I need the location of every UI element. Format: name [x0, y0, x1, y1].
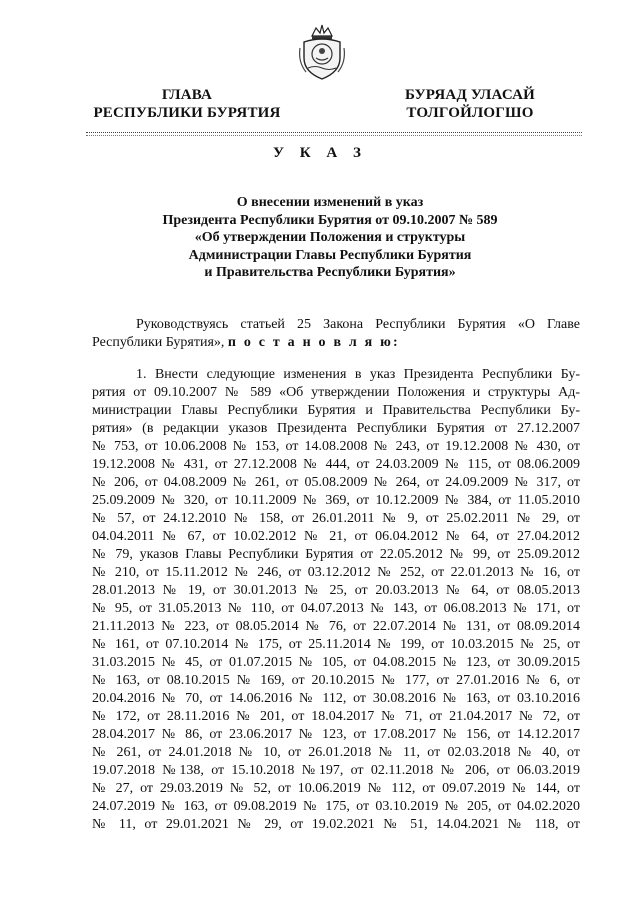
body-line: № 261, от 24.01.2018 № 10, от 26.01.2018 № 11, от 02.03.2018 № 40, от [92, 745, 580, 760]
title-line: Президента Республики Бурятия от 09.10.2007 № 589 [162, 212, 498, 228]
header-right-line1: БУРЯАД УЛАСАЙ [404, 87, 536, 103]
title-line: Администрации Главы Республики Бурятия [188, 247, 472, 263]
body-line: 25.09.2009 № 320, от 10.11.2009 № 369, от 10.12.2009 № 384, от 11.05.2010 [92, 493, 580, 508]
document-type-heading: У К А З [273, 145, 367, 161]
header-left-block [82, 86, 292, 122]
document-title [120, 194, 540, 282]
title-line: и Правительства Республики Бурятия» [204, 265, 456, 280]
body-line: № 11, от 29.01.2021 № 29, от 19.02.2021 № 51, 14.04.2021 № 118, от [92, 817, 580, 832]
preamble-prefix: Республики Бурятия», [92, 335, 225, 350]
decree-word: п о с т а н о в л я ю: [227, 335, 400, 350]
title-line: «Об утверждении Положения и структуры [194, 230, 466, 245]
body-line: № 210, от 15.11.2012 № 246, от 03.12.2012 № 252, от 22.01.2013 № 16, от [92, 565, 580, 580]
body-line: 1. Внести следующие изменения в указ Президента Республики Бу- [136, 367, 580, 382]
body-paragraph [92, 366, 580, 834]
body-line: 19.12.2008 № 431, от 27.12.2008 № 444, от 24.03.2009 № 115, от 08.06.2009 [92, 457, 580, 472]
body-line: 04.04.2011 № 67, от 10.02.2012 № 21, от 06.04.2012 № 64, от 27.04.2012 [92, 529, 580, 544]
body-line: № 206, от 04.08.2009 № 261, от 05.08.2009 № 264, от 24.09.2009 № 317, от [92, 475, 580, 490]
body-line: № 57, от 24.12.2010 № 158, от 26.01.2011 № 9, от 25.02.2011 № 29, от [92, 511, 580, 526]
body-line: 28.01.2013 № 19, от 30.01.2013 № 25, от 20.03.2013 № 64, от 08.05.2013 [92, 583, 580, 598]
body-line: министрации Главы Республики Бурятия и Правительства Республики Бу- [92, 403, 580, 418]
title-line: О внесении изменений в указ [236, 195, 424, 210]
body-line: 24.07.2019 № 163, от 09.08.2019 № 175, от 03.10.2019 № 205, от 04.02.2020 [92, 799, 580, 814]
body-line: № 95, от 31.05.2013 № 110, от 04.07.2013 № 143, от 06.08.2013 № 171, от [92, 601, 580, 616]
body-line: 20.04.2016 № 70, от 14.06.2016 № 112, от 30.08.2016 № 163, от 03.10.2016 [92, 691, 580, 706]
header-left-line2: РЕСПУБЛИКИ БУРЯТИЯ [93, 105, 281, 121]
preamble-paragraph [92, 316, 580, 352]
body-line: 21.11.2013 № 223, от 08.05.2014 № 76, от 22.07.2014 № 131, от 08.09.2014 [92, 619, 580, 634]
body-line: 31.03.2015 № 45, от 01.07.2015 № 105, от 04.08.2015 № 123, от 30.09.2015 [92, 655, 580, 670]
preamble-line [92, 334, 580, 352]
body-line: № 27, от 29.03.2019 № 52, от 10.06.2019 № 112, от 09.07.2019 № 144, от [92, 781, 580, 796]
body-line: № 172, от 28.11.2016 № 201, от 18.04.2017 № 71, от 21.04.2017 № 72, от [92, 709, 580, 724]
body-line: № 163, от 08.10.2015 № 169, от 20.10.2015 № 177, от 27.01.2016 № 6, от [92, 673, 580, 688]
body-line: № 161, от 07.10.2014 № 175, от 25.11.2014 № 199, от 10.03.2015 № 25, от [92, 637, 580, 652]
body-line: 19.07.2018 №138, от 15.10.2018 №197, от 02.11.2018 № 206, от 06.03.2019 [92, 763, 580, 778]
body-line: рятия от 09.10.2007 № 589 «Об утверждении Положения и структуры Ад- [92, 385, 580, 400]
coat-of-arms-emblem [296, 22, 348, 82]
body-line: рятия» (в редакции указов Президента Республики Бурятия от 27.12.2007 [92, 421, 580, 436]
header-right-block [380, 86, 560, 122]
body-line: 28.04.2017 № 86, от 23.06.2017 № 123, от 17.08.2017 № 156, от 14.12.2017 [92, 727, 580, 742]
preamble-line: Руководствуясь статьей 25 Закона Республики Бурятия «О Главе [136, 317, 580, 332]
header-divider-secondary [86, 135, 582, 136]
header-left-line1: ГЛАВА [161, 87, 213, 103]
header-divider [86, 132, 582, 133]
header-right-line2: ТОЛГОЙЛОГШО [406, 105, 534, 121]
body-line: № 753, от 10.06.2008 № 153, от 14.08.2008 № 243, от 19.12.2008 № 430, от [92, 439, 580, 454]
body-line: № 79, указов Главы Республики Бурятия от 22.05.2012 № 99, от 25.09.2012 [92, 547, 580, 562]
